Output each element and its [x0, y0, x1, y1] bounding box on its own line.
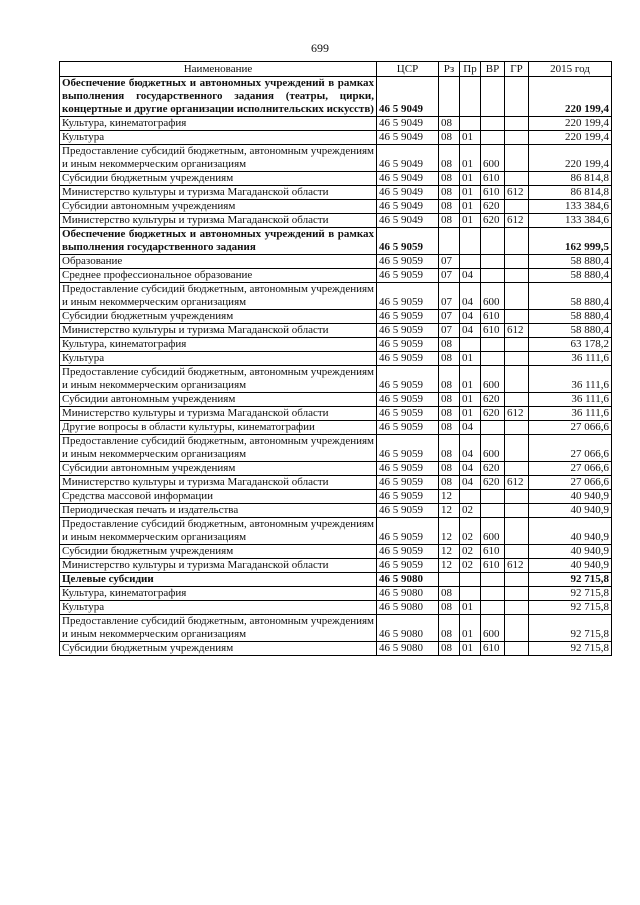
cell-pr	[460, 77, 481, 117]
cell-pr: 02	[460, 545, 481, 559]
cell-gr: 612	[505, 324, 529, 338]
cell-csr: 46 5 9059	[377, 559, 439, 573]
cell-rz	[439, 573, 460, 587]
cell-name: Субсидии бюджетным учреждениям	[60, 172, 377, 186]
cell-pr: 04	[460, 324, 481, 338]
cell-vr	[481, 255, 505, 269]
cell-csr: 46 5 9059	[377, 310, 439, 324]
cell-vr: 610	[481, 545, 505, 559]
table-row	[60, 269, 612, 283]
table-row	[60, 338, 612, 352]
table-row	[60, 283, 612, 310]
cell-gr: 612	[505, 476, 529, 490]
cell-amount: 40 940,9	[529, 504, 612, 518]
cell-csr: 46 5 9080	[377, 573, 439, 587]
cell-amount: 220 199,4	[529, 117, 612, 131]
cell-amount: 86 814,8	[529, 186, 612, 200]
cell-pr: 04	[460, 283, 481, 310]
cell-csr: 46 5 9059	[377, 518, 439, 545]
table-row	[60, 310, 612, 324]
cell-name: Культура, кинематография	[60, 338, 377, 352]
table-row	[60, 366, 612, 393]
cell-gr	[505, 131, 529, 145]
cell-rz: 08	[439, 393, 460, 407]
cell-csr: 46 5 9059	[377, 545, 439, 559]
cell-rz: 07	[439, 283, 460, 310]
cell-amount: 36 111,6	[529, 393, 612, 407]
cell-vr	[481, 490, 505, 504]
cell-rz: 08	[439, 462, 460, 476]
table-row	[60, 255, 612, 269]
cell-vr	[481, 269, 505, 283]
header-rz: Рз	[439, 62, 460, 77]
cell-csr: 46 5 9049	[377, 145, 439, 172]
cell-csr: 46 5 9049	[377, 131, 439, 145]
cell-rz: 08	[439, 145, 460, 172]
cell-gr	[505, 117, 529, 131]
cell-amount: 36 111,6	[529, 352, 612, 366]
cell-pr: 04	[460, 269, 481, 283]
table-row	[60, 352, 612, 366]
cell-csr: 46 5 9059	[377, 283, 439, 310]
cell-name: Целевые субсидии	[60, 573, 377, 587]
cell-pr	[460, 228, 481, 255]
table-row	[60, 601, 612, 615]
cell-rz: 08	[439, 117, 460, 131]
cell-rz: 08	[439, 435, 460, 462]
cell-vr: 620	[481, 200, 505, 214]
cell-vr: 600	[481, 283, 505, 310]
cell-amount: 220 199,4	[529, 131, 612, 145]
cell-rz: 08	[439, 407, 460, 421]
cell-pr: 04	[460, 435, 481, 462]
cell-name: Образование	[60, 255, 377, 269]
cell-amount: 58 880,4	[529, 269, 612, 283]
table-row	[60, 545, 612, 559]
cell-pr	[460, 255, 481, 269]
table-row	[60, 642, 612, 656]
cell-gr	[505, 269, 529, 283]
cell-csr: 46 5 9059	[377, 393, 439, 407]
header-year: 2015 год	[529, 62, 612, 77]
cell-csr: 46 5 9059	[377, 476, 439, 490]
cell-name: Предоставление субсидий бюджетным, автономным учреждениям и иным некоммерческим организациям	[60, 366, 377, 393]
cell-amount: 92 715,8	[529, 615, 612, 642]
cell-csr: 46 5 9059	[377, 269, 439, 283]
cell-pr: 02	[460, 504, 481, 518]
cell-vr: 600	[481, 435, 505, 462]
cell-vr	[481, 338, 505, 352]
cell-amount: 86 814,8	[529, 172, 612, 186]
table-row	[60, 200, 612, 214]
cell-vr	[481, 117, 505, 131]
cell-vr: 610	[481, 310, 505, 324]
table-row	[60, 393, 612, 407]
cell-name: Министерство культуры и туризма Магаданской области	[60, 324, 377, 338]
cell-amount: 92 715,8	[529, 642, 612, 656]
cell-vr: 610	[481, 642, 505, 656]
cell-csr: 46 5 9049	[377, 186, 439, 200]
cell-amount: 133 384,6	[529, 214, 612, 228]
table-row	[60, 518, 612, 545]
cell-csr: 46 5 9059	[377, 352, 439, 366]
cell-amount: 220 199,4	[529, 145, 612, 172]
cell-rz: 12	[439, 518, 460, 545]
cell-rz: 12	[439, 559, 460, 573]
cell-csr: 46 5 9059	[377, 407, 439, 421]
cell-rz: 08	[439, 642, 460, 656]
cell-name: Предоставление субсидий бюджетным, автономным учреждениям и иным некоммерческим организациям	[60, 283, 377, 310]
cell-gr	[505, 518, 529, 545]
cell-name: Министерство культуры и туризма Магаданской области	[60, 186, 377, 200]
cell-name: Другие вопросы в области культуры, кинематографии	[60, 421, 377, 435]
cell-csr: 46 5 9059	[377, 255, 439, 269]
cell-name: Субсидии бюджетным учреждениям	[60, 545, 377, 559]
cell-vr: 620	[481, 407, 505, 421]
cell-gr	[505, 573, 529, 587]
cell-name: Обеспечение бюджетных и автономных учреждений в рамках выполнения государственного задания (театры, цирки, концертные и другие организации исполнительских искусств)	[60, 77, 377, 117]
cell-gr	[505, 490, 529, 504]
cell-pr: 01	[460, 393, 481, 407]
cell-vr	[481, 77, 505, 117]
cell-vr: 600	[481, 366, 505, 393]
cell-vr: 600	[481, 518, 505, 545]
cell-amount: 27 066,6	[529, 435, 612, 462]
cell-vr: 600	[481, 615, 505, 642]
cell-amount: 92 715,8	[529, 587, 612, 601]
cell-name: Предоставление субсидий бюджетным, автономным учреждениям и иным некоммерческим организациям	[60, 435, 377, 462]
cell-csr: 46 5 9059	[377, 490, 439, 504]
cell-vr: 610	[481, 559, 505, 573]
cell-amount: 92 715,8	[529, 573, 612, 587]
cell-vr	[481, 131, 505, 145]
table-row	[60, 131, 612, 145]
cell-gr	[505, 615, 529, 642]
cell-gr	[505, 338, 529, 352]
table-body	[60, 77, 612, 656]
cell-gr	[505, 77, 529, 117]
cell-pr	[460, 587, 481, 601]
cell-name: Субсидии бюджетным учреждениям	[60, 310, 377, 324]
cell-name: Культура	[60, 601, 377, 615]
cell-gr	[505, 601, 529, 615]
cell-pr: 04	[460, 476, 481, 490]
cell-pr: 01	[460, 145, 481, 172]
cell-vr: 610	[481, 172, 505, 186]
cell-pr: 01	[460, 407, 481, 421]
table-row	[60, 172, 612, 186]
cell-name: Предоставление субсидий бюджетным, автономным учреждениям и иным некоммерческим организациям	[60, 615, 377, 642]
cell-gr: 612	[505, 559, 529, 573]
cell-gr	[505, 642, 529, 656]
cell-gr	[505, 587, 529, 601]
cell-amount: 58 880,4	[529, 283, 612, 310]
cell-name: Субсидии автономным учреждениям	[60, 200, 377, 214]
table-row	[60, 476, 612, 490]
cell-vr: 600	[481, 145, 505, 172]
cell-rz: 08	[439, 352, 460, 366]
cell-amount: 40 940,9	[529, 490, 612, 504]
cell-gr	[505, 462, 529, 476]
cell-amount: 220 199,4	[529, 77, 612, 117]
cell-gr	[505, 255, 529, 269]
cell-gr	[505, 504, 529, 518]
cell-pr: 02	[460, 518, 481, 545]
cell-pr: 01	[460, 366, 481, 393]
header-csr: ЦСР	[377, 62, 439, 77]
cell-rz: 12	[439, 490, 460, 504]
cell-csr: 46 5 9049	[377, 214, 439, 228]
cell-amount: 27 066,6	[529, 421, 612, 435]
cell-gr	[505, 283, 529, 310]
cell-name: Предоставление субсидий бюджетным, автономным учреждениям и иным некоммерческим организациям	[60, 145, 377, 172]
cell-csr: 46 5 9080	[377, 615, 439, 642]
cell-gr	[505, 310, 529, 324]
table-row	[60, 435, 612, 462]
cell-amount: 27 066,6	[529, 462, 612, 476]
cell-gr	[505, 366, 529, 393]
cell-rz: 08	[439, 338, 460, 352]
cell-amount: 40 940,9	[529, 559, 612, 573]
cell-csr: 46 5 9049	[377, 117, 439, 131]
table-row	[60, 490, 612, 504]
cell-name: Министерство культуры и туризма Магаданской области	[60, 407, 377, 421]
cell-vr	[481, 504, 505, 518]
cell-gr: 612	[505, 186, 529, 200]
cell-vr	[481, 573, 505, 587]
cell-rz: 08	[439, 587, 460, 601]
cell-pr: 01	[460, 200, 481, 214]
cell-rz	[439, 228, 460, 255]
cell-pr	[460, 117, 481, 131]
cell-amount: 40 940,9	[529, 545, 612, 559]
cell-vr	[481, 601, 505, 615]
cell-name: Министерство культуры и туризма Магаданской области	[60, 214, 377, 228]
cell-name: Культура, кинематография	[60, 117, 377, 131]
cell-amount: 27 066,6	[529, 476, 612, 490]
cell-pr: 01	[460, 615, 481, 642]
cell-csr: 46 5 9080	[377, 601, 439, 615]
table-row	[60, 407, 612, 421]
header-vr: ВР	[481, 62, 505, 77]
cell-rz: 08	[439, 186, 460, 200]
cell-name: Субсидии бюджетным учреждениям	[60, 642, 377, 656]
cell-csr: 46 5 9059	[377, 366, 439, 393]
cell-amount: 58 880,4	[529, 324, 612, 338]
cell-amount: 58 880,4	[529, 310, 612, 324]
cell-name: Культура, кинематография	[60, 587, 377, 601]
cell-pr: 01	[460, 131, 481, 145]
cell-gr	[505, 145, 529, 172]
cell-csr: 46 5 9049	[377, 200, 439, 214]
cell-amount: 58 880,4	[529, 255, 612, 269]
cell-rz: 07	[439, 310, 460, 324]
cell-pr: 04	[460, 462, 481, 476]
cell-amount: 36 111,6	[529, 366, 612, 393]
cell-vr: 620	[481, 462, 505, 476]
cell-gr	[505, 172, 529, 186]
cell-rz: 08	[439, 421, 460, 435]
cell-pr	[460, 338, 481, 352]
cell-gr	[505, 228, 529, 255]
table-row	[60, 117, 612, 131]
cell-gr	[505, 545, 529, 559]
table-row	[60, 186, 612, 200]
cell-gr	[505, 352, 529, 366]
table-row	[60, 559, 612, 573]
cell-pr: 01	[460, 352, 481, 366]
cell-gr: 612	[505, 214, 529, 228]
cell-csr: 46 5 9059	[377, 338, 439, 352]
cell-rz	[439, 77, 460, 117]
cell-pr: 01	[460, 186, 481, 200]
cell-amount: 36 111,6	[529, 407, 612, 421]
cell-rz: 08	[439, 476, 460, 490]
cell-pr: 01	[460, 642, 481, 656]
cell-csr: 46 5 9080	[377, 642, 439, 656]
cell-name: Периодическая печать и издательства	[60, 504, 377, 518]
cell-name: Министерство культуры и туризма Магаданской области	[60, 476, 377, 490]
cell-gr	[505, 421, 529, 435]
cell-pr	[460, 490, 481, 504]
header-name: Наименование	[60, 62, 377, 77]
cell-gr	[505, 200, 529, 214]
table-row	[60, 462, 612, 476]
table-row	[60, 573, 612, 587]
cell-rz: 08	[439, 601, 460, 615]
cell-name: Предоставление субсидий бюджетным, автономным учреждениям и иным некоммерческим организациям	[60, 518, 377, 545]
cell-vr: 620	[481, 214, 505, 228]
table-row	[60, 324, 612, 338]
header-pr: Пр	[460, 62, 481, 77]
page-number: 699	[311, 41, 329, 55]
table-row	[60, 228, 612, 255]
cell-vr	[481, 228, 505, 255]
cell-pr: 01	[460, 172, 481, 186]
cell-csr: 46 5 9059	[377, 324, 439, 338]
cell-vr	[481, 352, 505, 366]
cell-pr: 04	[460, 310, 481, 324]
cell-gr: 612	[505, 407, 529, 421]
cell-csr: 46 5 9059	[377, 462, 439, 476]
table-row	[60, 421, 612, 435]
table-row	[60, 587, 612, 601]
cell-amount: 162 999,5	[529, 228, 612, 255]
cell-pr: 01	[460, 214, 481, 228]
cell-vr: 620	[481, 476, 505, 490]
cell-vr: 620	[481, 393, 505, 407]
table-row	[60, 145, 612, 172]
cell-csr: 46 5 9059	[377, 421, 439, 435]
cell-amount: 40 940,9	[529, 518, 612, 545]
cell-pr: 04	[460, 421, 481, 435]
cell-rz: 08	[439, 131, 460, 145]
table-row	[60, 615, 612, 642]
cell-gr	[505, 393, 529, 407]
cell-vr	[481, 421, 505, 435]
cell-vr: 610	[481, 324, 505, 338]
cell-rz: 07	[439, 324, 460, 338]
table-row	[60, 77, 612, 117]
cell-rz: 08	[439, 200, 460, 214]
cell-rz: 08	[439, 366, 460, 393]
cell-csr: 46 5 9049	[377, 77, 439, 117]
cell-csr: 46 5 9049	[377, 172, 439, 186]
cell-name: Министерство культуры и туризма Магаданской области	[60, 559, 377, 573]
cell-name: Среднее профессиональное образование	[60, 269, 377, 283]
cell-pr	[460, 573, 481, 587]
cell-csr: 46 5 9059	[377, 435, 439, 462]
cell-rz: 08	[439, 214, 460, 228]
cell-rz: 12	[439, 545, 460, 559]
cell-csr: 46 5 9059	[377, 504, 439, 518]
cell-gr	[505, 435, 529, 462]
cell-pr: 01	[460, 601, 481, 615]
table-header-row	[60, 62, 612, 77]
cell-csr: 46 5 9059	[377, 228, 439, 255]
cell-rz: 07	[439, 269, 460, 283]
cell-amount: 63 178,2	[529, 338, 612, 352]
cell-amount: 92 715,8	[529, 601, 612, 615]
cell-rz: 07	[439, 255, 460, 269]
cell-name: Субсидии автономным учреждениям	[60, 462, 377, 476]
table-row	[60, 214, 612, 228]
cell-rz: 08	[439, 172, 460, 186]
table-row	[60, 504, 612, 518]
cell-vr: 610	[481, 186, 505, 200]
cell-name: Культура	[60, 352, 377, 366]
cell-rz: 12	[439, 504, 460, 518]
cell-amount: 133 384,6	[529, 200, 612, 214]
cell-rz: 08	[439, 615, 460, 642]
cell-name: Средства массовой информации	[60, 490, 377, 504]
cell-vr	[481, 587, 505, 601]
cell-csr: 46 5 9080	[377, 587, 439, 601]
header-gr: ГР	[505, 62, 529, 77]
budget-table	[59, 61, 612, 656]
cell-name: Культура	[60, 131, 377, 145]
cell-pr: 02	[460, 559, 481, 573]
cell-name: Обеспечение бюджетных и автономных учреждений в рамках выполнения государственного задания	[60, 228, 377, 255]
cell-name: Субсидии автономным учреждениям	[60, 393, 377, 407]
